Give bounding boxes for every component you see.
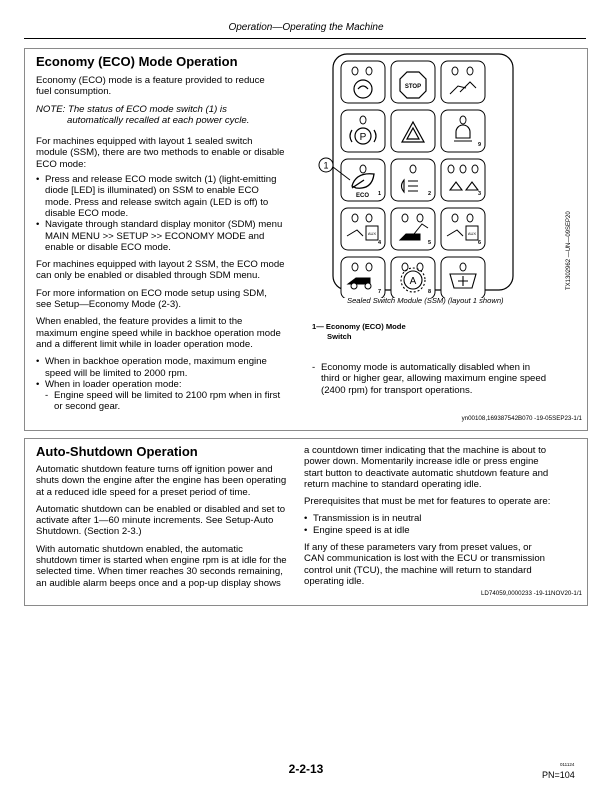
figure-code: TX1302962 —UN—09SEP20 — [566, 211, 572, 290]
eco-reference-code: yn00108,169387542B070 -19-05SEP23-1/1 — [461, 415, 582, 422]
auto-paragraph-6 — [304, 542, 580, 587]
text-line: ECO mode: — [36, 158, 87, 170]
text-line: With automatic shutdown enabled, the automatic — [36, 543, 243, 555]
text-line: When in backhoe operation mode, maximum engine — [45, 356, 267, 368]
stop-label: STOP — [404, 84, 422, 90]
switch-number: 6 — [478, 240, 482, 246]
switch-key-hazard — [391, 110, 435, 152]
eco-when-enabled — [36, 316, 301, 350]
eco-more-info — [36, 288, 301, 311]
list-item — [36, 174, 301, 219]
text-line: shutdown timer is started when engine rpm is at idle for the — [36, 555, 287, 567]
switch-number: 3 — [478, 191, 482, 197]
text-line: return machine to standard operating idle. — [304, 478, 482, 490]
switch-key-ride-control — [441, 61, 485, 103]
text-line: module (SSM), there are two methods to enable or disable — [36, 147, 285, 159]
sealed-switch-module-figure — [310, 52, 580, 298]
aux-label-left: AUX — [367, 231, 377, 236]
footer-pn: PN=104 — [542, 770, 575, 780]
figure-caption: Sealed Switch Module (SSM) (layout 1 shown) — [347, 296, 504, 305]
text-line: a countdown timer indicating that the machine is about to — [304, 445, 547, 456]
eco-layout2-paragraph — [36, 259, 301, 282]
text-line: diode [LED] is illuminated) on SSM to enable ECO — [45, 185, 259, 197]
text-line: For machines equipped with layout 2 SSM, the ECO mode — [36, 259, 285, 271]
text-line: enable or disable ECO mode. — [45, 241, 171, 253]
text-line: Automatic shutdown feature turns off ignition power and — [36, 464, 273, 475]
text-line: Economy mode is automatically disabled when in — [321, 362, 531, 373]
text-line: maximum engine speed while in backhoe operation mode — [36, 327, 281, 339]
text-line: control unit (TCU), the machine will return to standard — [304, 564, 532, 576]
text-line: shuts down the engine after the engine has been operating — [36, 475, 287, 487]
text-line: When enabled, the feature provides a limit to the — [36, 316, 243, 328]
eco-heading: Economy (ECO) Mode Operation — [36, 54, 238, 69]
auto-paragraph-3 — [36, 544, 301, 589]
switch-number: 8 — [428, 289, 432, 295]
text-line: Switch — [327, 331, 352, 341]
eco-layout1-paragraph — [36, 136, 301, 170]
auto-paragraph-5: Prerequisites that must be met for features to operate are: — [304, 496, 551, 508]
auto-left-column — [36, 464, 301, 589]
text-line: an audible alarm beeps once and a pop-up display shows — [36, 577, 281, 589]
text-line: fuel consumption. — [36, 86, 112, 98]
auto-label: A — [409, 276, 417, 287]
text-line: For machines equipped with layout 1 sealed switch — [36, 136, 253, 148]
dash-item — [45, 390, 301, 413]
eco-limits-list — [36, 356, 301, 412]
text-line: Engine speed will be limited to 2100 rpm when in first — [54, 390, 281, 402]
header-rule — [24, 38, 586, 39]
switch-number: 7 — [378, 289, 382, 295]
auto-reference-code: LD74059,0000233 -19-11NOV20-1/1 — [480, 590, 582, 597]
list-item — [36, 379, 301, 413]
park-label: P — [359, 132, 367, 143]
text-line: Press and release ECO mode switch (1) (light-emitting — [45, 174, 277, 186]
switch-key-engine — [341, 61, 385, 103]
text-line: When in loader operation mode: — [45, 378, 182, 390]
auto-right-column — [304, 445, 580, 587]
text-line: operating idle. — [304, 575, 365, 587]
text-line: Navigate through standard display monitor (SDM) menu — [45, 219, 283, 231]
text-line: CAN communication is lost with the ECU or transmission — [304, 553, 545, 565]
prerequisites-list — [304, 513, 580, 536]
callout-number: 1 — [323, 160, 329, 171]
switch-number: 2 — [428, 191, 432, 197]
text-line: third or higher gear, allowing maximum engine speed — [321, 373, 547, 385]
text-line: mode. Press and release switch again (LED is off) to — [45, 196, 269, 208]
auto-paragraph-4 — [304, 445, 580, 490]
text-line: (2400 rpm) for transport operations. — [321, 384, 473, 396]
list-item — [36, 219, 301, 253]
text-line: Automatic shutdown can be enabled or disabled and set to — [36, 503, 286, 515]
page-number: 2-2-13 — [288, 762, 324, 776]
switch-number: 4 — [378, 240, 382, 246]
text-line: selected time. When timer reaches 30 seconds remaining, — [36, 566, 283, 578]
switch-number: 1 — [378, 191, 382, 197]
text-line: speed will be limited to 2000 rpm. — [45, 367, 188, 379]
list-item: • Transmission is in neutral — [304, 513, 580, 524]
stop-icon — [400, 72, 426, 98]
list-item — [36, 356, 301, 379]
text-line: automatically recalled at each power cycle. — [67, 114, 250, 126]
text-line: If any of these parameters vary from preset values, or — [304, 542, 532, 554]
aux-label-right: AUX — [467, 231, 477, 236]
text-line: For more information on ECO mode setup using SDM, — [36, 287, 267, 299]
auto-paragraph-2 — [36, 504, 301, 538]
text-line: see Setup—Economy Mode (2-3). — [36, 299, 182, 311]
text-line: Shutdown. (Section 2-3.) — [36, 526, 142, 538]
eco-note — [36, 104, 301, 127]
eco-intro — [36, 75, 301, 98]
text-line: start button to deactivate automatic shutdown feature and — [304, 467, 549, 479]
text-line: 1— Economy (ECO) Mode — [312, 322, 406, 331]
text-line: power down. Momentarily increase idle or press engine — [304, 456, 539, 468]
text-line: can only be enabled or disabled through SDM menu. — [36, 270, 260, 282]
switch-number: 5 — [428, 240, 432, 246]
eco-label: ECO — [356, 193, 370, 199]
auto-paragraph-1 — [36, 464, 301, 498]
text-line: Economy (ECO) mode is a feature provided to reduce — [36, 75, 265, 86]
callout-legend — [312, 322, 406, 341]
text-line: disable ECO mode. — [45, 207, 129, 219]
text-line: NOTE: The status of ECO mode switch (1) is — [36, 103, 227, 115]
eco-methods-list — [36, 174, 301, 253]
text-line: or second gear. — [54, 401, 121, 413]
text-line: at a reduced idle speed for a preset period of time. — [36, 486, 251, 498]
text-line: activate after 1—60 minute increments. See Setup-Auto — [36, 515, 274, 527]
auto-shutdown-heading: Auto-Shutdown Operation — [36, 444, 198, 459]
footer-code: 011124 — [560, 762, 575, 767]
text-line: and a different limit while in loader operation mode. — [36, 338, 253, 350]
running-header: Operation—Operating the Machine — [228, 22, 384, 33]
text-line: MAIN MENU >> SETUP >> ECONOMY MODE and — [45, 230, 265, 242]
switch-number: 9 — [478, 142, 482, 148]
eco-transport-note — [312, 362, 586, 396]
list-item: • Engine speed is at idle — [304, 525, 580, 536]
eco-left-column — [36, 75, 301, 413]
